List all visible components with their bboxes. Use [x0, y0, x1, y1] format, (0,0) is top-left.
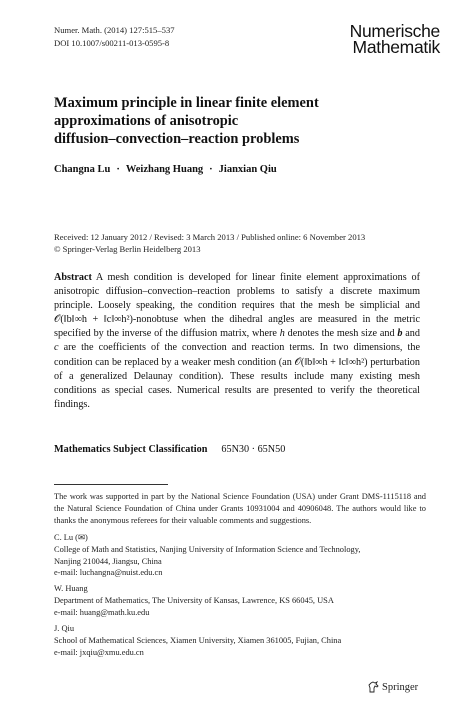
math-symbol: h — [279, 328, 285, 340]
author-name: Weizhang Huang — [125, 164, 204, 175]
affiliation-name: W. Huang — [54, 584, 88, 593]
citation: Numer. Math. (2014) 127:515–537 — [54, 25, 175, 35]
affiliation-huang — [54, 583, 426, 618]
publisher-logo — [368, 681, 418, 693]
publication-dates — [54, 231, 365, 255]
affiliation-email: e-mail: huang@math.ku.edu — [54, 607, 150, 617]
title-line: approximations of anisotropic — [54, 113, 239, 129]
math-expression: 𝒪(‖b‖∞h + ‖c‖∞h²) — [54, 314, 133, 326]
affiliation-email: e-mail: luchangna@nuist.edu.cn — [54, 568, 163, 578]
abstract-text: -nonobtuse when the dihedral angles are measured in the metric specified by the inverse of the diffusion matrix, where — [54, 314, 420, 340]
footnote-divider — [54, 484, 168, 485]
doi: DOI 10.1007/s00211-013-0595-8 — [54, 38, 170, 48]
springer-horse-icon — [368, 681, 379, 693]
title-line: Maximum principle in linear finite element — [54, 95, 319, 111]
affiliation-name: J. Qiu — [54, 624, 75, 633]
journal-name-line1: Numerische — [349, 21, 440, 41]
math-expression: 𝒪(‖b‖∞h + ‖c‖∞h²) — [294, 356, 368, 368]
msc-codes: 65N30 · 65N50 — [221, 444, 286, 455]
affiliation-email: e-mail: jxqiu@xmu.edu.cn — [54, 647, 144, 657]
msc-classification — [54, 444, 285, 455]
abstract-text: and — [402, 328, 420, 340]
affiliation-address: Department of Mathematics, The University of Kansas, Lawrence, KS 66045, USA — [54, 595, 334, 605]
copyright-line: © Springer-Verlag Berlin Heidelberg 2013 — [54, 244, 201, 254]
history-line: Received: 12 January 2012 / Revised: 3 March 2013 / Published online: 6 November 2013 — [54, 232, 366, 242]
affiliation-lu — [54, 532, 426, 579]
abstract-text: A mesh condition is developed for linear finite element approximations of anisotropic diffusion–convection–reaction problems to satisfy a discrete maximum principle. Loosely speaking, the condition requires that the mesh be simplicial and — [54, 272, 420, 312]
publisher-name: Springer — [382, 681, 419, 693]
msc-label: Mathematics Subject Classification — [54, 444, 208, 455]
title-line: diffusion–convection–reaction problems — [54, 131, 300, 147]
affiliation-qiu — [54, 623, 426, 658]
funding-note: The work was supported in part by the National Science Foundation (USA) under Grant DMS-1115118 and the Natural Science Foundation of China under Grants 10931004 and 40906048. The authors would like to thanks the anonymous referees for their valuable comments and suggestions. — [54, 492, 426, 525]
affiliation-address: Nanjing 210044, Jiangsu, China — [54, 556, 162, 566]
author-separator: · — [209, 164, 213, 175]
author-list — [54, 164, 277, 175]
header-citation-block — [54, 24, 175, 50]
affiliation-address: School of Mathematical Sciences, Xiamen University, Xiamen 361005, Fujian, China — [54, 635, 342, 645]
abstract-text: are the coefficients of the convection and reaction terms. In two dimensions, the condition can be replaced by a weaker mesh condition (an — [54, 342, 420, 368]
author-name: Changna Lu — [54, 164, 111, 175]
journal-name-line2: Mathematik — [352, 37, 440, 57]
affiliation-name: C. Lu (✉) — [54, 533, 88, 542]
affiliation-address: College of Math and Statistics, Nanjing University of Information Science and Technology, — [54, 544, 361, 554]
abstract-text: denotes the mesh size and — [284, 328, 398, 340]
author-separator: · — [116, 164, 120, 175]
abstract — [54, 271, 420, 412]
author-name: Jianxian Qiu — [218, 164, 277, 175]
abstract-text: perturbation of a generalized Delaunay condition). These results include many existing mesh conditions as special cases. Numerical results are presented to verify the theoretical findings. — [54, 356, 420, 410]
paper-title — [54, 94, 354, 148]
abstract-label: Abstract — [54, 272, 92, 283]
journal-logo — [330, 23, 440, 55]
math-symbol: b — [397, 328, 403, 340]
math-symbol: c — [54, 342, 59, 354]
